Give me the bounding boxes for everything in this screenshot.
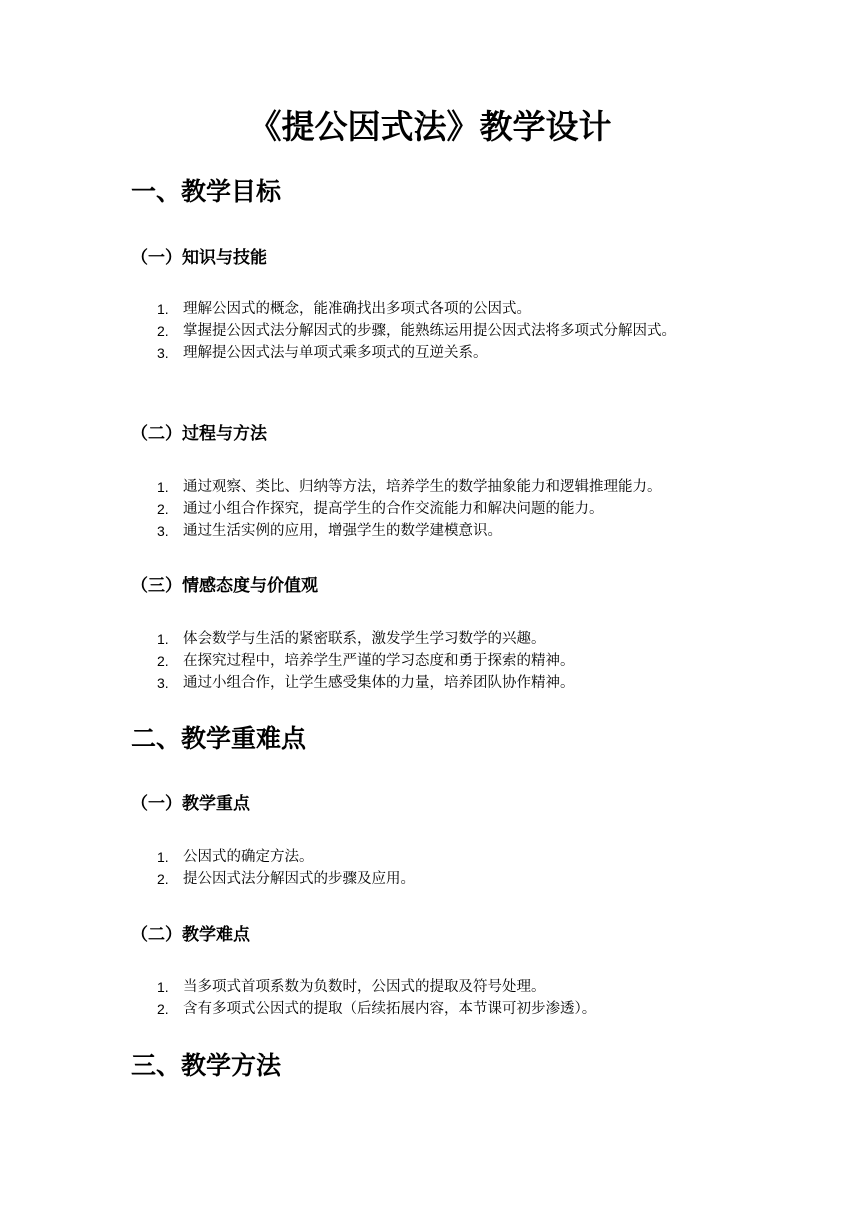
- section-heading-key-difficult-points: 二、教学重难点: [131, 724, 307, 753]
- list-item-text: 理解公因式的概念，能准确找出多项式各项的公因式。: [183, 301, 531, 317]
- list-item-text: 理解提公因式法与单项式乘多项式的互逆关系。: [183, 345, 488, 361]
- list-item-text: 通过小组合作，让学生感受集体的力量，培养团队协作精神。: [183, 675, 575, 691]
- section-heading-objectives: 一、教学目标: [131, 177, 282, 206]
- list-item-number: 1.: [157, 979, 169, 995]
- list-item-text: 公因式的确定方法。: [183, 849, 314, 865]
- list-item-text: 含有多项式公因式的提取（后续拓展内容，本节课可初步渗透）。: [183, 1001, 597, 1017]
- list-item-number: 3.: [157, 345, 169, 361]
- list-item-text: 通过观察、类比、归纳等方法，培养学生的数学抽象能力和逻辑推理能力。: [183, 479, 662, 495]
- list-item: [0, 498, 738, 520]
- list-item-text: 通过生活实例的应用，增强学生的数学建模意识。: [183, 523, 502, 539]
- subsection-heading-process-methods: （二）过程与方法: [131, 424, 267, 444]
- list-item-number: 3.: [157, 523, 169, 539]
- list-attitudes-values: [0, 628, 860, 694]
- subsection-heading-attitudes-values: （三）情感态度与价值观: [131, 576, 318, 596]
- section-heading-teaching-methods: 三、教学方法: [131, 1051, 282, 1080]
- list-item-text: 在探究过程中，培养学生严谨的学习态度和勇于探索的精神。: [183, 653, 575, 669]
- list-item-number: 1.: [157, 631, 169, 647]
- list-item: [0, 628, 738, 650]
- list-item-number: 1.: [157, 301, 169, 317]
- list-item-number: 1.: [157, 479, 169, 495]
- list-item-number: 2.: [157, 653, 169, 669]
- list-item-number: 2.: [157, 323, 169, 339]
- list-difficult-points: [0, 976, 860, 1020]
- list-item: [0, 976, 738, 998]
- list-item: [0, 672, 738, 694]
- document-title: 《提公因式法》教学设计: [248, 107, 612, 146]
- list-item-text: 提公因式法分解因式的步骤及应用。: [183, 871, 415, 887]
- list-item-number: 2.: [157, 501, 169, 517]
- list-item-text: 掌握提公因式法分解因式的步骤，能熟练运用提公因式法将多项式分解因式。: [183, 323, 676, 339]
- list-item-number: 1.: [157, 849, 169, 865]
- list-item-text: 当多项式首项系数为负数时，公因式的提取及符号处理。: [183, 979, 546, 995]
- list-item: [0, 298, 738, 320]
- list-item-text: 通过小组合作探究，提高学生的合作交流能力和解决问题的能力。: [183, 501, 604, 517]
- subsection-heading-knowledge-skills: （一）知识与技能: [131, 248, 267, 268]
- list-item: [0, 868, 738, 890]
- subsection-heading-key-points: （一）教学重点: [131, 794, 250, 814]
- list-item: [0, 650, 738, 672]
- list-item-number: 2.: [157, 1001, 169, 1017]
- subsection-heading-difficult-points: （二）教学难点: [131, 925, 250, 945]
- list-knowledge-skills: [0, 298, 860, 364]
- list-item: [0, 320, 738, 342]
- list-item: [0, 476, 738, 498]
- list-item: [0, 846, 738, 868]
- list-key-points: [0, 846, 860, 890]
- list-item: [0, 998, 738, 1020]
- list-item: [0, 520, 738, 542]
- list-item-text: 体会数学与生活的紧密联系，激发学生学习数学的兴趣。: [183, 631, 546, 647]
- list-item-number: 2.: [157, 871, 169, 887]
- list-process-methods: [0, 476, 860, 542]
- list-item-number: 3.: [157, 675, 169, 691]
- list-item: [0, 342, 738, 364]
